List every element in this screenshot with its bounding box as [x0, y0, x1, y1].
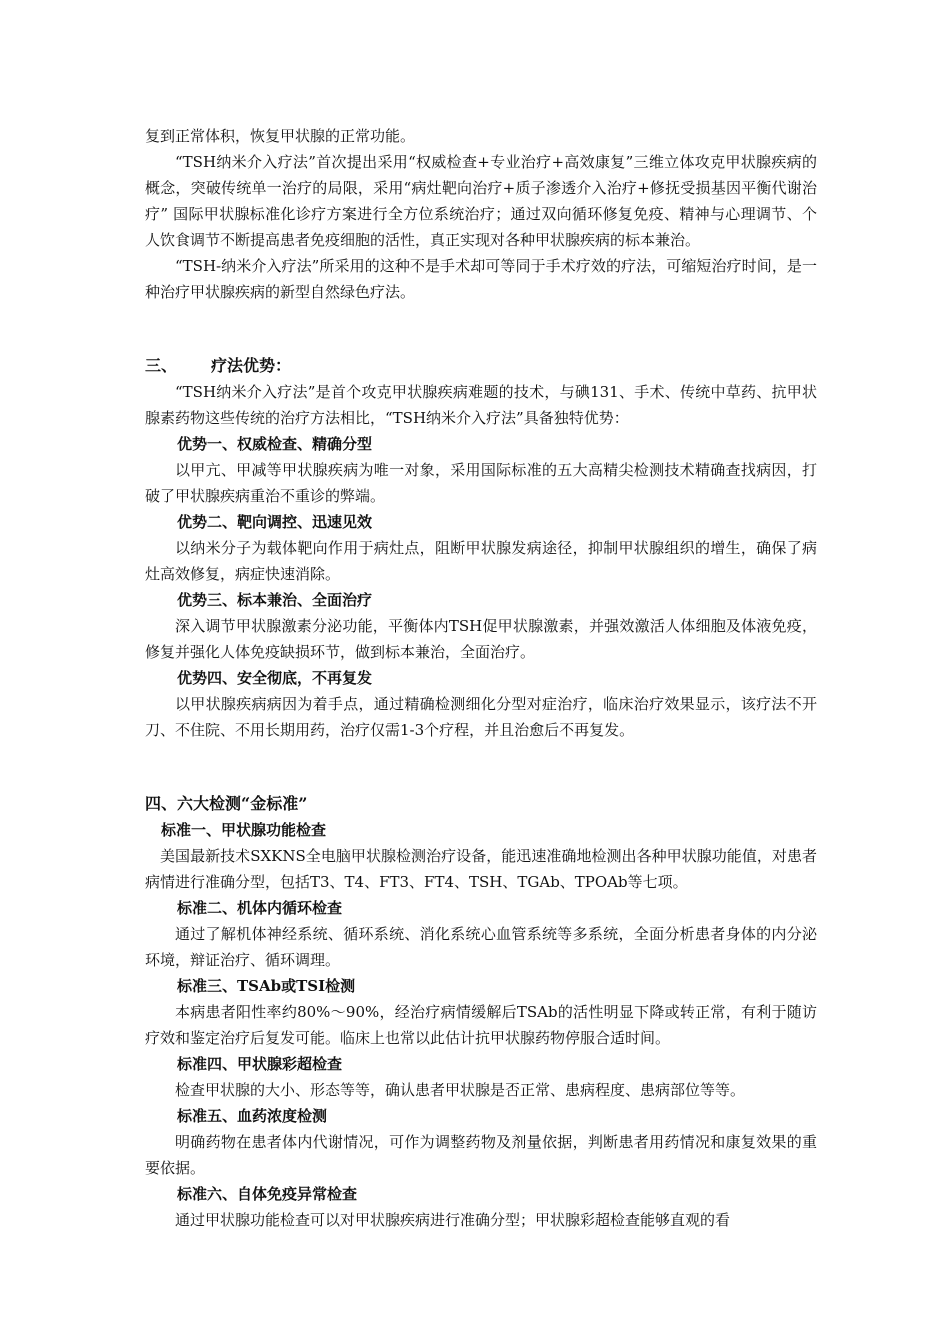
advantage-1-text: 以甲亢、甲减等甲状腺疾病为唯一对象，采用国际标准的五大高精尖检测技术精确查找病因，打破了甲状腺疾病重治不重诊的弊端。: [145, 461, 817, 505]
advantage-3-text: 深入调节甲状腺激素分泌功能，平衡体内TSH促甲状腺激素，并强效激活人体细胞及体液免疫，修复并强化人体免疫缺损环节，做到标本兼治，全面治疗。: [145, 617, 817, 661]
advantage-2-heading: 优势二、靶向调控、迅速见效: [177, 513, 373, 531]
standard-5-heading: 标准五、血药浓度检测: [177, 1107, 328, 1125]
section-3-heading: [145, 353, 817, 379]
standard-1-heading: 标准一、甲状腺功能检查: [161, 821, 327, 839]
advantage-4-heading: 优势四、安全彻底，不再复发: [177, 669, 373, 687]
standard-2-text: 通过了解机体神经系统、循环系统、消化系统心血管系统等多系统，全面分析患者身体的内分泌环境，辩证治疗、循环调理。: [145, 925, 817, 969]
intro-paragraph-2: “TSH纳米介入疗法”首次提出采用“权威检查+专业治疗+高效康复”三维立体攻克甲状腺疾病的概念，突破传统单一治疗的局限，采用“病灶靶向治疗+质子渗透介入治疗+修抚受损基因平衡代谢治疗” 国际甲状腺标准化诊疗方案进行全方位系统治疗；通过双向循环修复免疫、精神与心理调节、个人饮食调节不断提高患者免疫细胞的活性，真正实现对各种甲状腺疾病的标本兼治。: [145, 153, 817, 249]
standard-3-heading: 标准三、TSAb或TSI检测: [177, 977, 356, 995]
section-3-number: 三、: [145, 356, 178, 375]
advantage-1-heading: 优势一、权威检查、精确分型: [177, 435, 373, 453]
standard-4-heading: 标准四、甲状腺彩超检查: [177, 1055, 343, 1073]
advantage-2-text: 以纳米分子为载体靶向作用于病灶点，阻断甲状腺发病途径，抑制甲状腺组织的增生，确保了病灶高效修复，病症快速消除。: [145, 539, 817, 583]
advantage-3-heading: 优势三、标本兼治、全面治疗: [177, 591, 373, 609]
section-3-intro: “TSH纳米介入疗法”是首个攻克甲状腺疾病难题的技术，与碘131、手术、传统中草药、抗甲状腺素药物这些传统的治疗方法相比，“TSH纳米介入疗法”具备独特优势：: [145, 383, 817, 427]
standard-2-heading: 标准二、机体内循环检查: [177, 899, 343, 917]
intro-continuation: 复到正常体积，恢复甲状腺的正常功能。: [145, 127, 416, 145]
standard-3-text: 本病患者阳性率约80%～90%，经治疗病情缓解后TSAb的活性明显下降或转正常，有利于随访疗效和鉴定治疗后复发可能。临床上也常以此估计抗甲状腺药物停服合适时间。: [145, 1003, 817, 1047]
standard-4-text: 检查甲状腺的大小、形态等等，确认患者甲状腺是否正常、患病程度、患病部位等等。: [175, 1081, 746, 1099]
standard-6-text: 通过甲状腺功能检查可以对甲状腺疾病进行准确分型；甲状腺彩超检查能够直观的看: [175, 1211, 731, 1229]
section-3-title: 疗法优势：: [211, 356, 292, 375]
advantage-4-text: 以甲状腺疾病病因为着手点，通过精确检测细化分型对症治疗，临床治疗效果显示，该疗法不开刀、不住院、不用长期用药，治疗仅需1-3个疗程，并且治愈后不再复发。: [145, 695, 817, 739]
document-page: [145, 123, 817, 1233]
intro-paragraph-3: “TSH-纳米介入疗法”所采用的这种不是手术却可等同于手术疗效的疗法，可缩短治疗时间，是一种治疗甲状腺疾病的新型自然绿色疗法。: [145, 257, 817, 301]
standard-1-text: 美国最新技术SXKNS全电脑甲状腺检测治疗设备，能迅速准确地检测出各种甲状腺功能值，对患者病情进行准确分型，包括T3、T4、FT3、FT4、TSH、TGAb、TPOAb等七项。: [145, 847, 817, 891]
standard-6-heading: 标准六、自体免疫异常检查: [177, 1185, 358, 1203]
standard-5-text: 明确药物在患者体内代谢情况，可作为调整药物及剂量依据，判断患者用药情况和康复效果的重要依据。: [145, 1133, 817, 1177]
section-4-heading: 四、六大检测“金标准”: [145, 794, 308, 813]
